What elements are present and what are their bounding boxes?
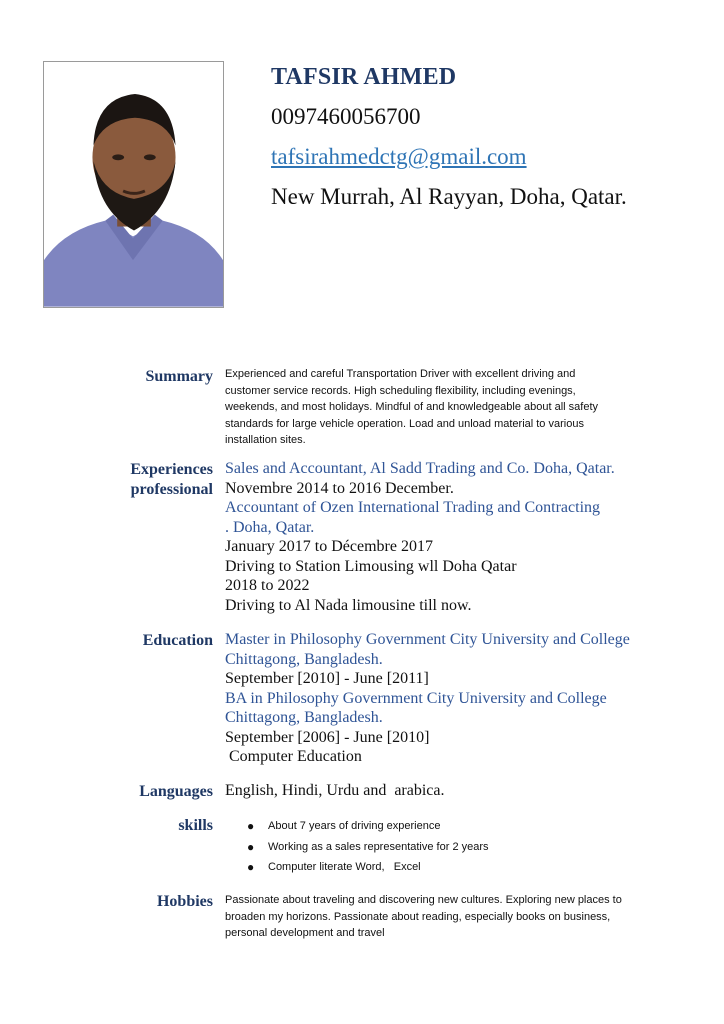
degree-location: Chittagong, Bangladesh. <box>225 709 383 726</box>
bullet-icon: ● <box>247 839 255 854</box>
education-extra: Computer Education <box>225 748 362 765</box>
job-dates: January 2017 to Décembre 2017 <box>225 538 433 555</box>
hobbies-line: broaden my horizons. Passionate about reading, especially books on business, <box>225 910 611 923</box>
job-dates: Novembre 2014 to 2016 December. <box>225 479 454 497</box>
experience-label-line: Experiences <box>130 461 213 478</box>
summary-line: installation sites. <box>225 434 306 446</box>
summary-line: standards for large vehicle operation. Load and unload material to various <box>225 417 584 430</box>
education-label: Education <box>142 632 213 649</box>
job-title: Driving to Al Nada limousine till now. <box>225 596 472 614</box>
job-location: . Doha, Qatar. <box>225 518 315 536</box>
skills-label: skills <box>178 817 213 834</box>
candidate-name: TAFSIR AHMED <box>271 64 457 90</box>
summary-text <box>225 366 675 449</box>
skill-text: About 7 years of driving experience <box>268 820 441 832</box>
hobbies-line: personal development and travel <box>225 927 385 939</box>
experience-label-line: professional <box>130 481 213 498</box>
summary-label: Summary <box>145 368 213 385</box>
skills-list-wrapper <box>225 816 675 878</box>
email-link[interactable]: tafsirahmedctg@gmail.com <box>271 144 527 169</box>
degree-dates: September [2006] - June [2010] <box>225 728 430 746</box>
degree-title: BA in Philosophy Government City University and College <box>225 689 607 707</box>
job-dates: 2018 to 2022 <box>225 577 310 594</box>
summary-line: customer service records. High scheduling flexibility, including evenings, <box>225 384 576 397</box>
summary-line: weekends, and most holidays. Mindful of and knowledgeable about all safety <box>225 401 599 413</box>
education-list <box>225 630 675 767</box>
hobbies-label: Hobbies <box>156 893 213 910</box>
skills-list <box>225 816 675 878</box>
hobbies-line: Passionate about traveling and discovering new cultures. Exploring new places to <box>225 894 622 906</box>
profile-photo <box>43 61 224 308</box>
job-title: Sales and Accountant, Al Sadd Trading and Co. Doha, Qatar. <box>225 460 615 477</box>
languages-value: English, Hindi, Urdu and arabica. <box>225 782 445 799</box>
degree-location: Chittagong, Bangladesh. <box>225 650 383 668</box>
languages-label: Languages <box>139 783 213 800</box>
summary-line: Experienced and careful Transportation Driver with excellent driving and <box>225 368 576 380</box>
phone-number: 0097460056700 <box>271 104 421 129</box>
skill-text: Working as a sales representative for 2 years <box>268 840 489 853</box>
experience-label <box>130 460 213 500</box>
experience-list <box>225 459 675 615</box>
degree-dates: September [2010] - June [2011] <box>225 670 429 687</box>
job-title: Accountant of Ozen International Trading and Contracting <box>225 499 601 516</box>
bullet-icon: ● <box>247 819 255 833</box>
bullet-icon: ● <box>247 860 255 874</box>
skill-item <box>225 816 675 837</box>
contact-header <box>271 60 627 217</box>
hobbies-text <box>225 892 685 942</box>
job-title: Driving to Station Limousing wll Doha Qatar <box>225 557 517 575</box>
skill-text: Computer literate Word, Excel <box>268 861 421 873</box>
address: New Murrah, Al Rayyan, Doha, Qatar. <box>271 184 627 209</box>
skill-item <box>225 857 675 878</box>
degree-title: Master in Philosophy Government City University and College <box>225 631 630 648</box>
skill-item <box>225 837 675 858</box>
